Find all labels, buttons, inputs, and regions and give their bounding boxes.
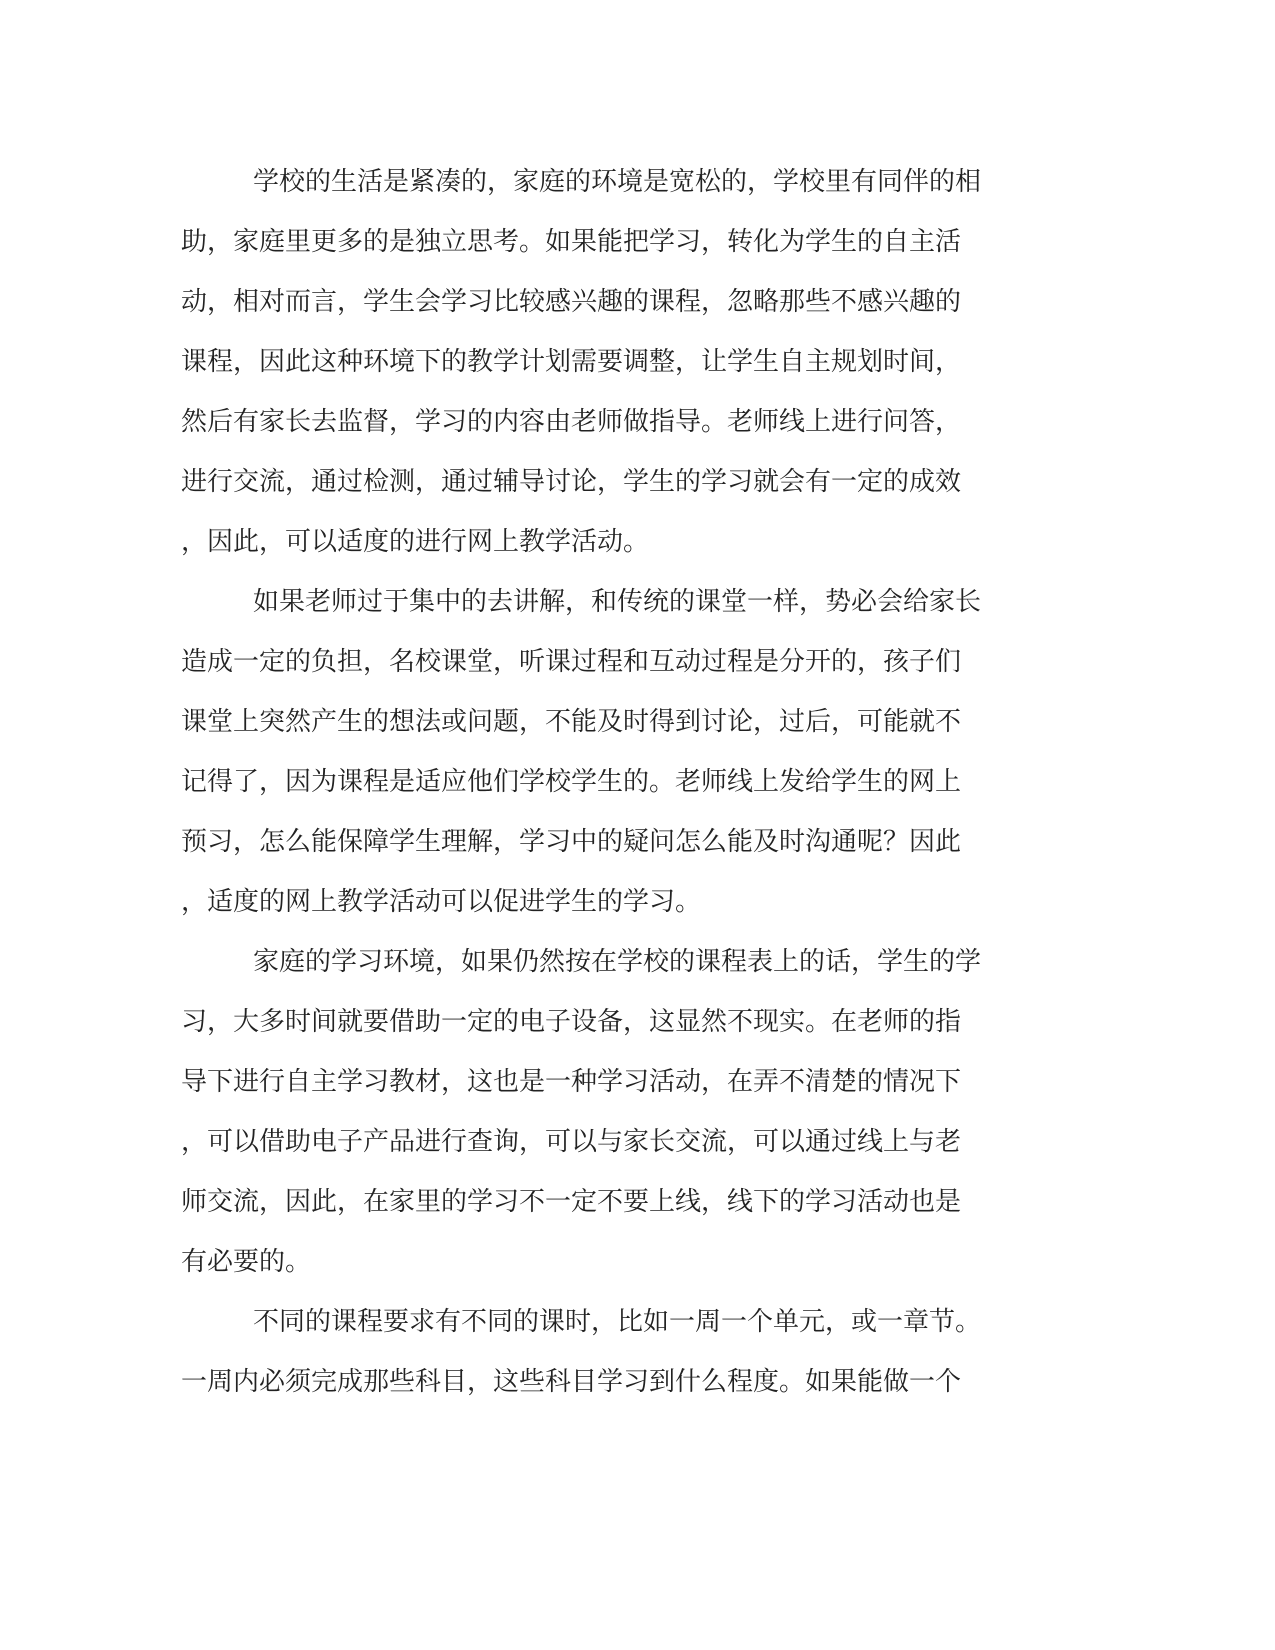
text-line: 学校的生活是紧凑的，家庭的环境是宽松的，学校里有同伴的相: [253, 167, 982, 197]
text-line: 助，家庭里更多的是独立思考。如果能把学习，转化为学生的自主活: [181, 227, 962, 257]
text-line: 造成一定的负担，名校课堂，听课过程和互动过程是分开的，孩子们: [181, 647, 962, 677]
text-line: 进行交流，通过检测，通过辅导讨论，学生的学习就会有一定的成效: [181, 467, 962, 497]
paragraph: [181, 160, 1031, 580]
text-line: 动，相对而言，学生会学习比较感兴趣的课程，忽略那些不感兴趣的: [181, 287, 962, 317]
text-line: 一周内必须完成那些科目，这些科目学习到什么程度。如果能做一个: [181, 1367, 962, 1397]
text-line: 习，大多时间就要借助一定的电子设备，这显然不现实。在老师的指: [181, 1007, 962, 1037]
text-line: 课程，因此这种环境下的教学计划需要调整，让学生自主规划时间，: [181, 347, 962, 377]
text-line: 不同的课程要求有不同的课时，比如一周一个单元，或一章节。: [253, 1307, 982, 1337]
text-line: 有必要的。: [181, 1247, 312, 1277]
text-line: 家庭的学习环境，如果仍然按在学校的课程表上的话，学生的学: [253, 947, 982, 977]
text-line: ，可以借助电子产品进行查询，可以与家长交流，可以通过线上与老: [181, 1127, 962, 1157]
paragraph: [181, 1300, 1031, 1420]
document-body: [181, 160, 1031, 1420]
text-line: ，适度的网上教学活动可以促进学生的学习。: [181, 887, 702, 917]
text-line: 记得了，因为课程是适应他们学校学生的。老师线上发给学生的网上: [181, 767, 962, 797]
text-line: ，因此，可以适度的进行网上教学活动。: [181, 527, 650, 557]
paragraph: [181, 940, 1031, 1300]
text-line: 预习，怎么能保障学生理解，学习中的疑问怎么能及时沟通呢？因此: [181, 827, 962, 857]
text-line: 如果老师过于集中的去讲解，和传统的课堂一样，势必会给家长: [253, 587, 982, 617]
paragraph: [181, 580, 1031, 940]
text-line: 课堂上突然产生的想法或问题，不能及时得到讨论，过后，可能就不: [181, 707, 962, 737]
text-line: 然后有家长去监督，学习的内容由老师做指导。老师线上进行问答，: [181, 407, 962, 437]
text-line: 师交流，因此，在家里的学习不一定不要上线，线下的学习活动也是: [181, 1187, 962, 1217]
text-line: 导下进行自主学习教材，这也是一种学习活动，在弄不清楚的情况下: [181, 1067, 962, 1097]
